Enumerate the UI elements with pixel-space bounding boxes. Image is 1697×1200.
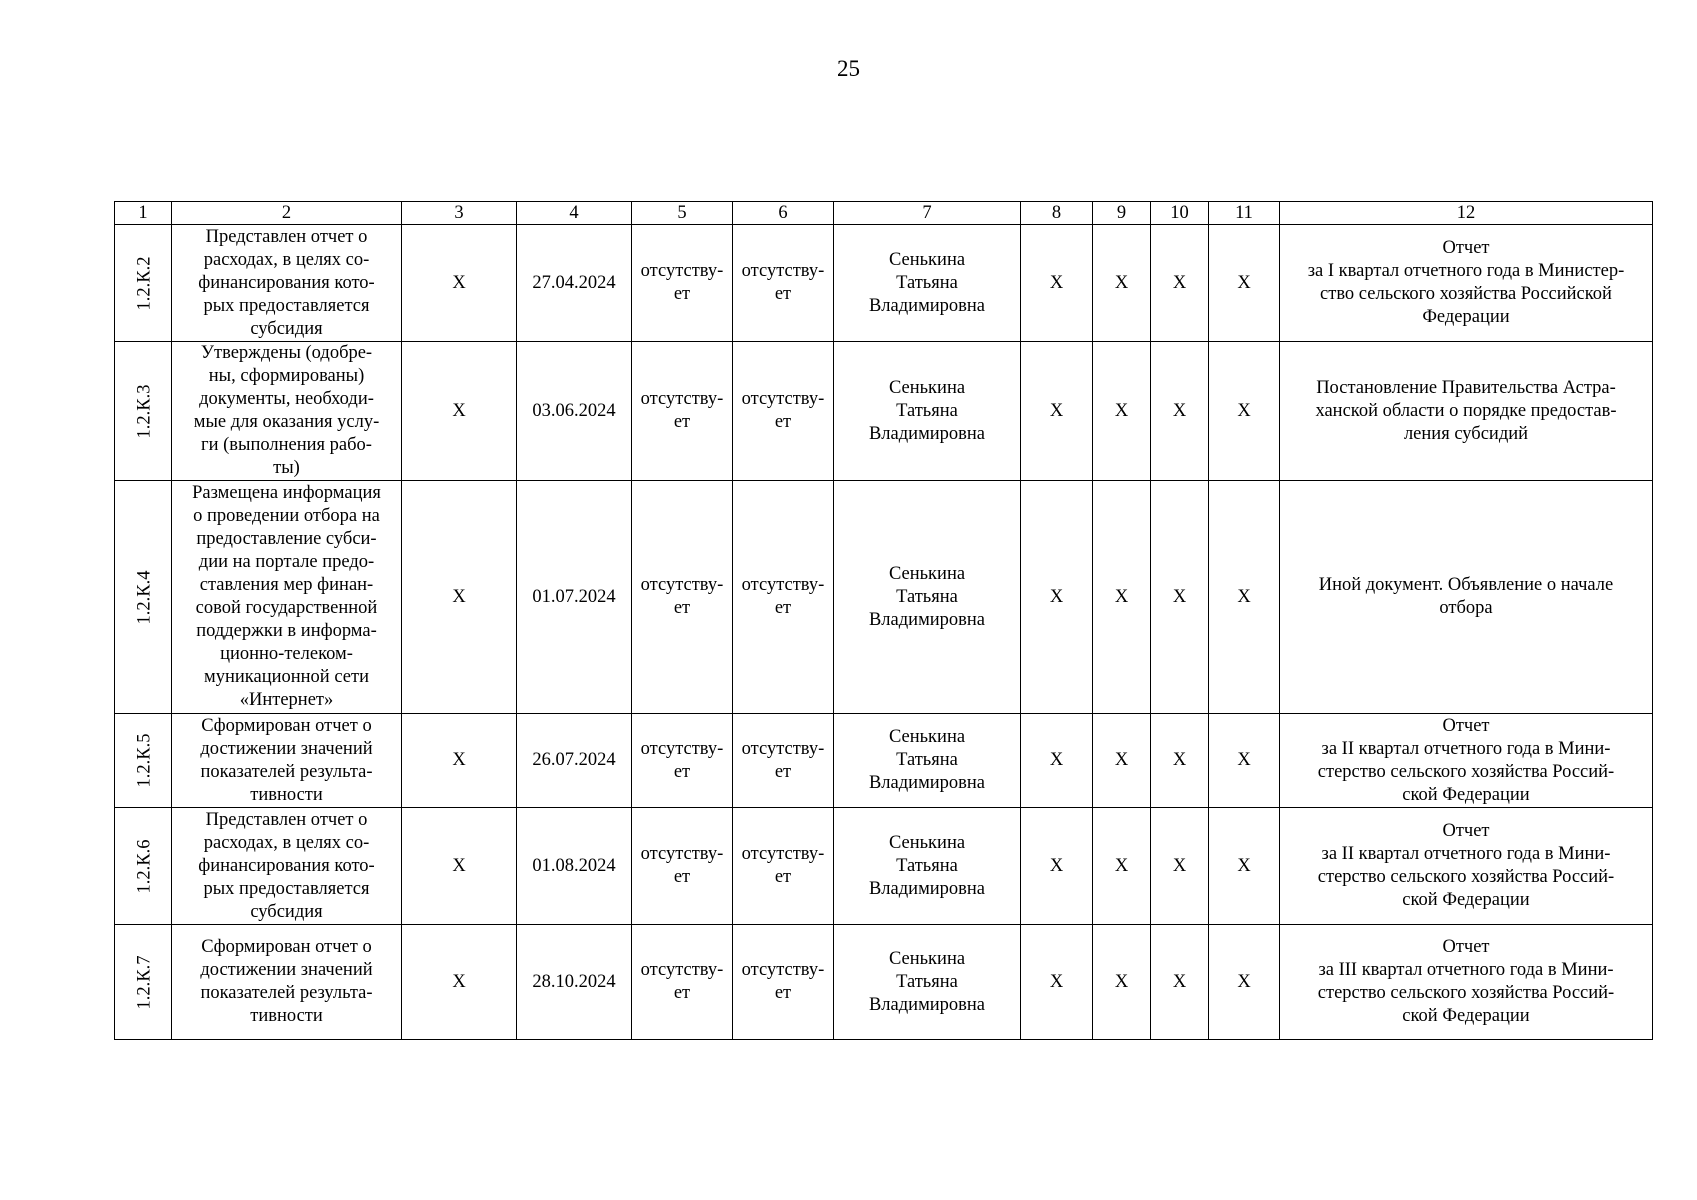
absent-line: отсутству- [741,960,825,980]
document-line: ской Федерации [1402,1006,1530,1026]
description-line: достижении значений [200,738,373,759]
description-line: ционно-телеком- [220,644,353,664]
document-cell [1280,342,1653,481]
document-cell [1280,225,1653,342]
absent-cell [632,225,733,342]
row-code [115,342,172,481]
row-code [115,808,172,925]
date-cell: 01.08.2024 [517,808,632,925]
document-cell [1280,714,1653,808]
mark-cell: X [1093,808,1151,925]
mark-cell: X [402,342,517,481]
mark-cell: X [402,925,517,1040]
person-line: Сенькина [888,377,966,398]
absent-line: ет [673,412,691,432]
mark-cell: X [1021,342,1093,481]
plan-table [114,201,1653,1040]
absent-line: ет [774,412,792,432]
table-row [115,714,1653,808]
header-cell: 1 [115,202,172,225]
mark-cell: X [1151,225,1209,342]
mark-cell: X [1093,225,1151,342]
description-line: показателей результа- [200,983,373,1003]
mark-cell: X [1093,714,1151,808]
person-line: Сенькина [888,249,966,270]
header-cell: 5 [632,202,733,225]
person-line: Татьяна [896,586,958,607]
document-line: Отчет [1442,238,1490,258]
absent-line: отсутству- [640,738,724,759]
mark-cell: X [1021,925,1093,1040]
description-line: финансирования кото- [198,855,375,876]
person-line: Сенькина [888,563,966,584]
responsible-person [834,481,1021,714]
document-line: ления субсидий [1403,423,1529,444]
responsible-person [834,225,1021,342]
person-line: Владимировна [868,878,986,899]
document-line: Отчет [1442,821,1490,841]
mark-cell: X [1021,481,1093,714]
description-line: дии на портале предо- [198,552,375,572]
description-line: ны, сформированы) [208,366,365,386]
description-line: совой государственной [195,598,378,618]
absent-line: ет [673,867,691,887]
description-line: расходах, в целях со- [203,249,370,270]
header-cell: 6 [733,202,834,225]
person-line: Владимировна [868,609,986,630]
description-line: «Интернет» [239,690,334,710]
document-line: Постановление Правительства Астра- [1316,377,1616,398]
description-line: о проведении отбора на [193,506,380,526]
description-line: Утверждены (одобре- [200,343,373,363]
absent-cell [733,481,834,714]
absent-cell [733,925,834,1040]
date-cell: 26.07.2024 [517,714,632,808]
mark-cell: X [1093,342,1151,481]
mark-cell: X [1209,714,1280,808]
table-row [115,225,1653,342]
person-line: Татьяна [896,272,958,293]
mark-cell: X [402,481,517,714]
absent-cell [733,808,834,925]
document-line: ство сельского хозяйства Российской [1320,284,1612,304]
row-description [172,925,402,1040]
description-line: Сформирован отчет о [201,937,372,957]
absent-line: ет [673,598,691,618]
description-line: ты) [273,458,300,478]
mark-cell: X [402,225,517,342]
mark-cell: X [1151,481,1209,714]
absent-line: отсутству- [640,844,724,864]
person-line: Сенькина [888,948,966,969]
row-code [115,925,172,1040]
mark-cell: X [402,808,517,925]
header-cell: 3 [402,202,517,225]
mark-cell: X [1021,808,1093,925]
document-cell [1280,808,1653,925]
mark-cell: X [1151,925,1209,1040]
mark-cell: X [1093,481,1151,714]
date-cell: 28.10.2024 [517,925,632,1040]
responsible-person [834,714,1021,808]
row-code-text: 1.2.К.3 [134,384,155,438]
header-cell: 2 [172,202,402,225]
header-cell: 10 [1151,202,1209,225]
row-code-text: 1.2.К.2 [134,256,155,310]
row-description [172,481,402,714]
description-line: Представлен отчет о [205,226,368,247]
document-line: Иной документ. Объявление о начале [1318,575,1614,595]
document-line: за II квартал отчетного года в Мини- [1321,844,1611,864]
document-line: за III квартал отчетного года в Мини- [1318,960,1614,980]
description-line: субсидия [250,318,323,339]
absent-line: ет [673,284,691,304]
description-line: мые для оказания услу- [193,412,380,432]
description-line: достижении значений [200,960,373,980]
header-row [115,202,1653,225]
table-row [115,808,1653,925]
absent-line: ет [774,761,792,782]
person-line: Владимировна [868,773,986,793]
row-description [172,808,402,925]
description-line: ставления мер финан- [199,575,374,595]
mark-cell: X [1151,808,1209,925]
mark-cell: X [1021,225,1093,342]
person-line: Татьяна [896,855,958,876]
description-line: финансирования кото- [198,272,375,293]
document-cell [1280,925,1653,1040]
description-line: предоставление субси- [196,529,377,549]
description-line: расходах, в целях со- [203,832,370,853]
person-line: Татьяна [896,971,958,992]
mark-cell: X [1021,714,1093,808]
mark-cell: X [1209,925,1280,1040]
absent-line: отсутству- [640,960,724,980]
responsible-person [834,808,1021,925]
document-line: Федерации [1422,307,1510,327]
document-line: стерство сельского хозяйства Россий- [1317,983,1615,1003]
absent-cell [632,481,733,714]
mark-cell: X [1151,342,1209,481]
absent-line: отсутству- [640,389,724,409]
document-line: Отчет [1442,715,1490,736]
header-cell: 8 [1021,202,1093,225]
document-line: отбора [1439,598,1493,618]
row-description [172,225,402,342]
responsible-person [834,925,1021,1040]
mark-cell: X [1209,225,1280,342]
date-cell: 03.06.2024 [517,342,632,481]
responsible-person [834,342,1021,481]
description-line: поддержки в информа- [196,621,377,641]
document-line: ской Федерации [1402,784,1530,805]
absent-line: ет [774,983,792,1003]
mark-cell: X [1093,925,1151,1040]
description-line: Представлен отчет о [205,809,368,830]
description-line: муникационной сети [204,667,369,687]
person-line: Татьяна [896,750,958,770]
absent-line: отсутству- [741,738,825,759]
absent-line: ет [673,761,691,782]
header-cell: 11 [1209,202,1280,225]
absent-cell [632,808,733,925]
absent-line: отсутству- [640,575,724,595]
absent-cell [733,714,834,808]
absent-line: отсутству- [741,575,825,595]
absent-line: отсутству- [741,844,825,864]
absent-line: отсутству- [640,261,724,281]
row-code [115,714,172,808]
person-line: Сенькина [888,727,966,747]
absent-line: ет [774,284,792,304]
description-line: тивности [250,1006,323,1026]
table-row [115,342,1653,481]
description-line: тивности [250,784,323,805]
header-cell: 9 [1093,202,1151,225]
description-line: показателей результа- [200,761,373,782]
document-line: стерство сельского хозяйства Россий- [1317,867,1615,887]
table-row [115,925,1653,1040]
mark-cell: X [1151,714,1209,808]
absent-line: ет [673,983,691,1003]
document-line: ханской области о порядке предостав- [1315,400,1617,421]
table-row [115,481,1653,714]
description-line: Сформирован отчет о [201,715,372,736]
mark-cell: X [1209,808,1280,925]
mark-cell: X [402,714,517,808]
row-code-text: 1.2.К.7 [134,955,155,1009]
absent-line: отсутству- [741,261,825,281]
description-line: документы, необходи- [199,389,374,409]
description-line: ги (выполнения рабо- [201,435,372,455]
header-cell: 12 [1280,202,1653,225]
absent-cell [632,925,733,1040]
document-line: за I квартал отчетного года в Министер- [1307,261,1625,281]
date-cell: 01.07.2024 [517,481,632,714]
date-cell: 27.04.2024 [517,225,632,342]
mark-cell: X [1209,342,1280,481]
row-description [172,342,402,481]
description-line: рых предоставляется [203,878,370,899]
row-description [172,714,402,808]
row-code-text: 1.2.К.4 [134,570,155,624]
person-line: Владимировна [868,423,986,444]
absent-cell [733,225,834,342]
absent-cell [632,342,733,481]
row-code-text: 1.2.К.5 [134,733,155,788]
header-cell: 7 [834,202,1021,225]
person-line: Татьяна [896,400,958,421]
absent-line: отсутству- [741,389,825,409]
person-line: Владимировна [868,994,986,1015]
description-line: рых предоставляется [203,295,370,316]
document-line: стерство сельского хозяйства Россий- [1317,761,1615,782]
document-line: за II квартал отчетного года в Мини- [1321,738,1611,759]
header-cell: 4 [517,202,632,225]
absent-cell [632,714,733,808]
document-line: ской Федерации [1402,890,1530,910]
absent-line: ет [774,598,792,618]
row-code [115,481,172,714]
person-line: Владимировна [868,295,986,316]
absent-cell [733,342,834,481]
document-cell [1280,481,1653,714]
row-code [115,225,172,342]
document-line: Отчет [1442,937,1490,957]
description-line: субсидия [250,901,323,922]
row-code-text: 1.2.К.6 [134,839,155,893]
person-line: Сенькина [888,832,966,853]
description-line: Размещена информация [192,483,381,503]
mark-cell: X [1209,481,1280,714]
absent-line: ет [774,867,792,887]
page-number: 25 [837,56,860,81]
